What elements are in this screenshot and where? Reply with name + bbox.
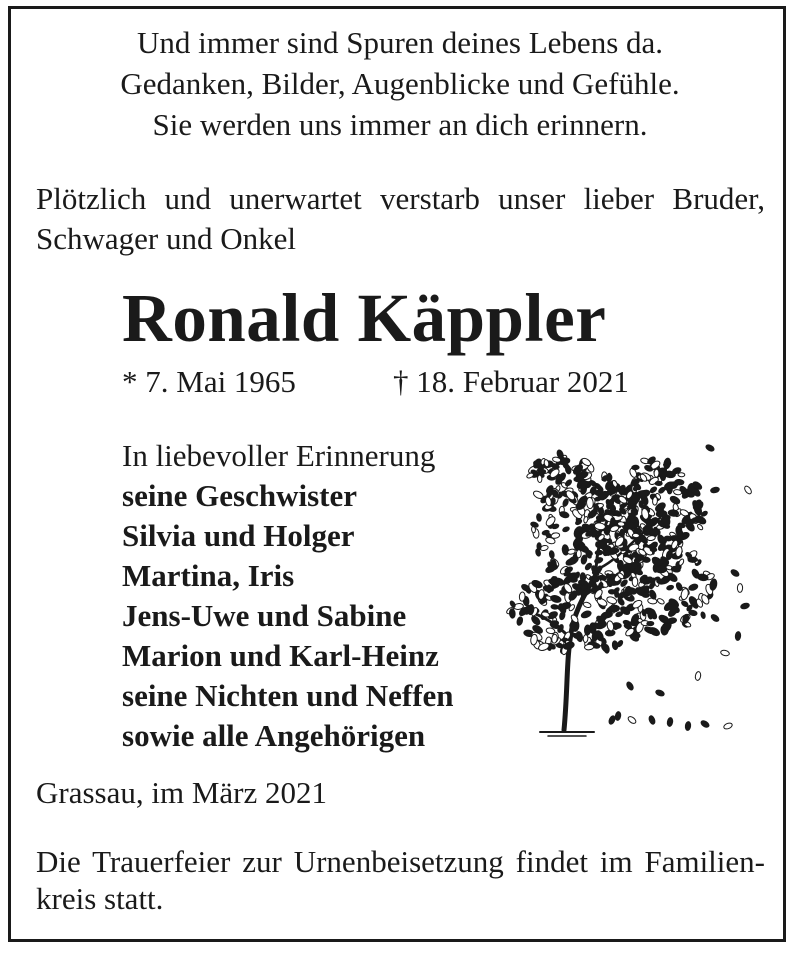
mourner-line: seine Geschwister xyxy=(122,478,358,513)
funeral-notice xyxy=(36,843,765,917)
mourner-line: sowie alle Angehörigen xyxy=(122,718,426,753)
notice-line: kreis statt. xyxy=(36,881,164,916)
death-date: † 18. Februar 2021 xyxy=(393,364,629,399)
intro-line: Plötzlich und unerwartet verstarb unser lieber Bruder, xyxy=(36,181,765,216)
mourner-line: Silvia und Holger xyxy=(122,518,355,553)
place-date: Grassau, im März 2021 xyxy=(36,775,327,810)
intro-line: Schwager und Onkel xyxy=(36,221,296,256)
mourner-line: Marion und Karl-Heinz xyxy=(122,638,439,673)
poem-line: Gedanken, Bilder, Augenblicke und Gefühle. xyxy=(120,66,680,101)
birth-date: * 7. Mai 1965 xyxy=(122,364,296,399)
windblown-tree-icon xyxy=(500,438,765,738)
poem-line: Sie werden uns immer an dich erinnern. xyxy=(152,107,648,142)
poem-line: Und immer sind Spuren deines Lebens da. xyxy=(136,25,664,60)
intro-text xyxy=(36,179,765,259)
mourners-list xyxy=(122,436,454,756)
deceased-name: Ronald Käppler xyxy=(122,280,607,356)
mourners-heading: In liebevoller Erinnerung xyxy=(122,438,436,473)
notice-line: Die Trauerfeier zur Urnenbeisetzung findet im Familien- xyxy=(36,844,765,879)
mourner-line: Martina, Iris xyxy=(122,558,295,593)
mourner-line: Jens-Uwe und Sabine xyxy=(122,598,407,633)
mourner-line: seine Nichten und Neffen xyxy=(122,678,454,713)
poem xyxy=(0,22,800,145)
